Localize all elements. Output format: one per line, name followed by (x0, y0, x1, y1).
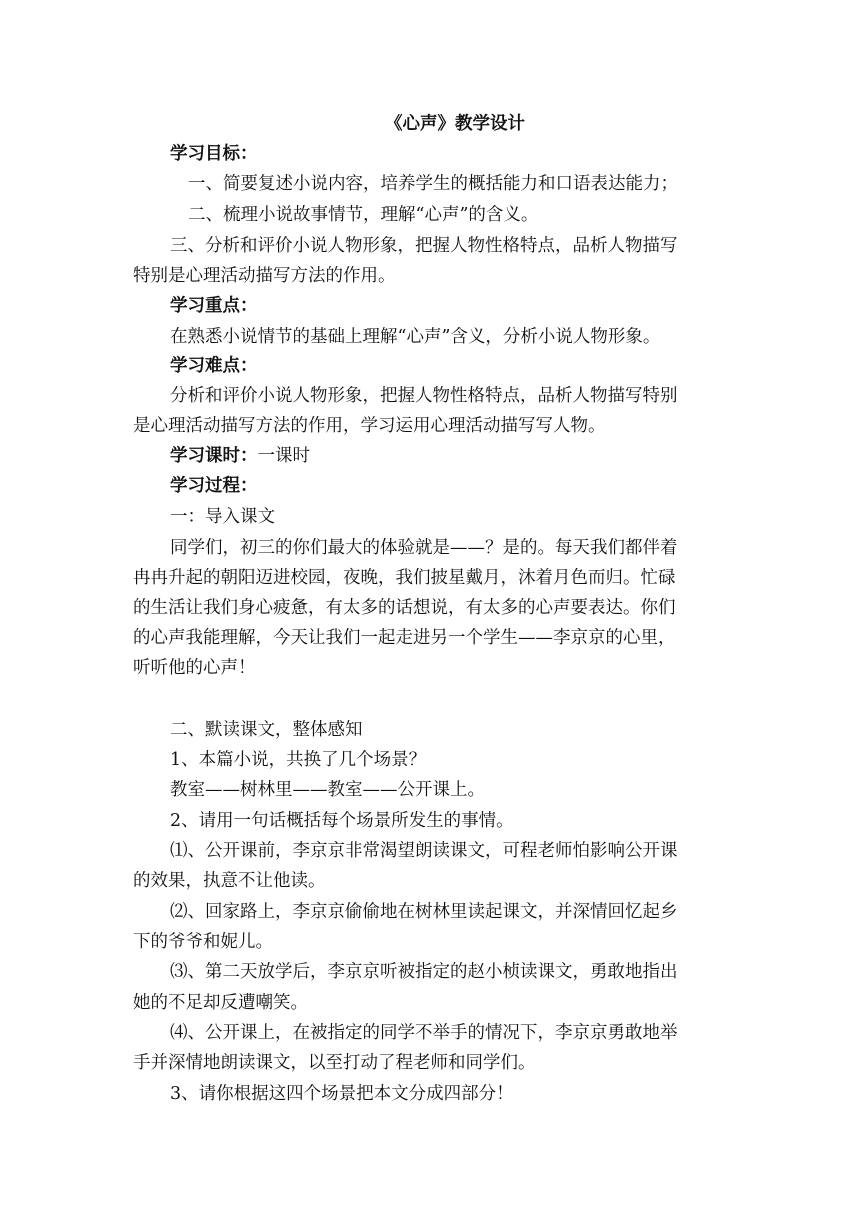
event-1-line-2: 的效果，执意不让他读。 (133, 871, 326, 891)
intro-line-5: 听听他的心声！ (133, 658, 256, 678)
event-2-line-2: 下的爷爷和妮儿。 (133, 932, 273, 952)
process-heading: 学习过程： (170, 476, 258, 496)
question-3: 3、请你根据这四个场景把本文分成四部分！ (170, 1084, 514, 1104)
step-2-heading: 二、默读课文，整体感知 (170, 720, 363, 740)
question-2: 2、请用一句话概括每个场景所发生的事情。 (170, 811, 514, 831)
key-points-heading: 学习重点： (170, 296, 258, 316)
objective-1: 一、简要复述小说内容，培养学生的概括能力和口语表达能力； (188, 174, 678, 194)
document-title: 《心声》教学设计 (385, 114, 525, 134)
study-hours (170, 445, 310, 467)
objective-2: 二、梳理小说故事情节，理解“心声”的含义。 (188, 205, 539, 225)
event-3-line-1: ⑶、第二天放学后，李京京听被指定的赵小桢读课文，勇敢地指出 (170, 962, 678, 982)
step-1-heading: 一：导入课文 (170, 507, 275, 527)
intro-line-2: 冉冉升起的朝阳迈进校园，夜晚，我们披星戴月，沐着月色而归。忙碌 (133, 568, 676, 588)
hours-label: 学习课时： (170, 446, 258, 466)
objective-3-line-1: 三、分析和评价小说人物形象，把握人物性格特点，品析人物描写 (170, 236, 678, 256)
intro-line-4: 的心声我能理解，今天让我们一起走进另一个学生——李京京的心里， (133, 628, 676, 648)
objectives-heading: 学习目标： (170, 144, 258, 164)
event-1-line-1: ⑴、公开课前，李京京非常渴望朗读课文，可程老师怕影响公开课 (170, 841, 678, 861)
question-1: 1、本篇小说，共换了几个场景？ (170, 750, 427, 770)
intro-line-1: 同学们，初三的你们最大的体验就是——？是的。每天我们都伴着 (170, 538, 678, 558)
intro-line-3: 的生活让我们身心疲惫，有太多的话想说，有太多的心声要表达。你们 (133, 598, 676, 618)
difficulties-line-2: 是心理活动描写方法的作用，学习运用心理活动描写写人物。 (133, 416, 606, 436)
objective-3-line-2: 特别是心理活动描写方法的作用。 (133, 266, 396, 286)
event-3-line-2: 她的不足却反遭嘲笑。 (133, 993, 308, 1013)
key-points-text: 在熟悉小说情节的基础上理解“心声”含义，分析小说人物形象。 (170, 327, 661, 347)
difficulties-heading: 学习难点： (170, 356, 258, 376)
event-2-line-1: ⑵、回家路上，李京京偷偷地在树林里读起课文，并深情回忆起乡 (170, 902, 678, 922)
event-4-line-1: ⑷、公开课上，在被指定的同学不举手的情况下，李京京勇敢地举 (170, 1023, 678, 1043)
event-4-line-2: 手并深情地朗读课文，以至打动了程老师和同学们。 (133, 1053, 536, 1073)
difficulties-line-1: 分析和评价小说人物形象，把握人物性格特点，品析人物描写特别 (170, 386, 678, 406)
hours-value: 一课时 (257, 446, 310, 466)
question-1-answer: 教室——树林里——教室——公开课上。 (170, 780, 485, 800)
